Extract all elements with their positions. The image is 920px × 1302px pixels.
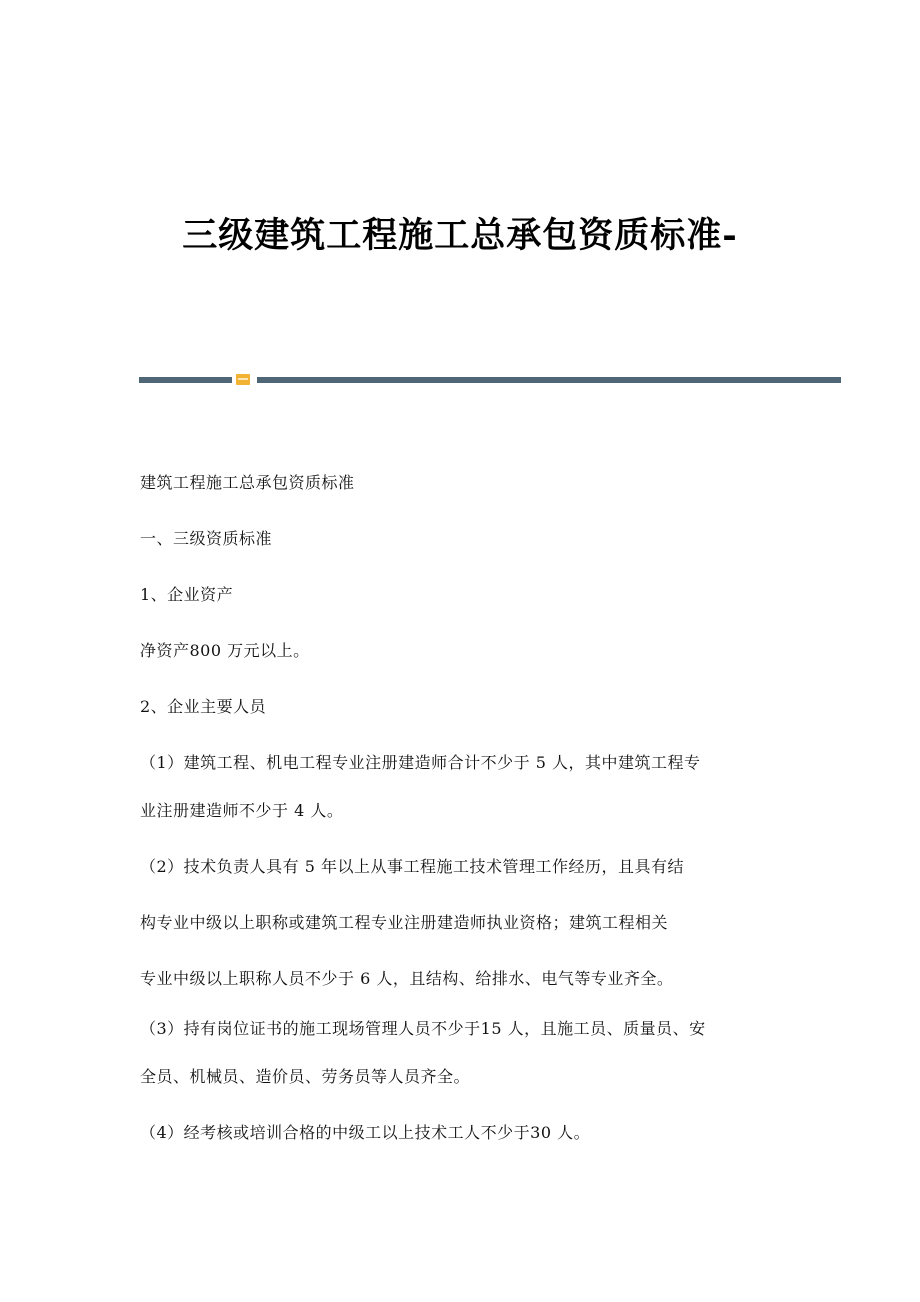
item-heading: 1、企业资产 xyxy=(140,585,234,604)
paragraph-line: （3）持有岗位证书的施工现场管理人员不少于15 人，且施工员、质量员、安 xyxy=(140,1019,706,1038)
paragraph-line: 构专业中级以上职称或建筑工程专业注册建造师执业资格；建筑工程相关 xyxy=(140,913,669,932)
item-heading: 2、企业主要人员 xyxy=(140,697,267,716)
divider-bar-right xyxy=(257,377,841,383)
divider-bar-left xyxy=(139,377,232,383)
section-heading: 建筑工程施工总承包资质标准 xyxy=(140,473,355,492)
paragraph-line: 净资产800 万元以上。 xyxy=(140,641,310,660)
paragraph-line: （2）技术负责人具有 5 年以上从事工程施工技术管理工作经历，且具有结 xyxy=(140,857,685,876)
paragraph-line: 专业中级以上职称人员不少于 6 人，且结构、给排水、电气等专业齐全。 xyxy=(140,969,674,988)
paragraph-line: （4）经考核或培训合格的中级工以上技术工人不少于30 人。 xyxy=(140,1123,591,1142)
subsection-heading: 一、三级资质标准 xyxy=(140,529,273,548)
paragraph-line: 业注册建造师不少于 4 人。 xyxy=(140,801,344,820)
title-divider xyxy=(139,374,841,386)
paragraph-line: 全员、机械员、造价员、劳务员等人员齐全。 xyxy=(140,1067,471,1086)
divider-ornament-icon xyxy=(236,374,250,385)
paragraph-line: （1）建筑工程、机电工程专业注册建造师合计不少于 5 人，其中建筑工程专 xyxy=(140,753,701,772)
document-title: 三级建筑工程施工总承包资质标准- xyxy=(182,215,738,256)
